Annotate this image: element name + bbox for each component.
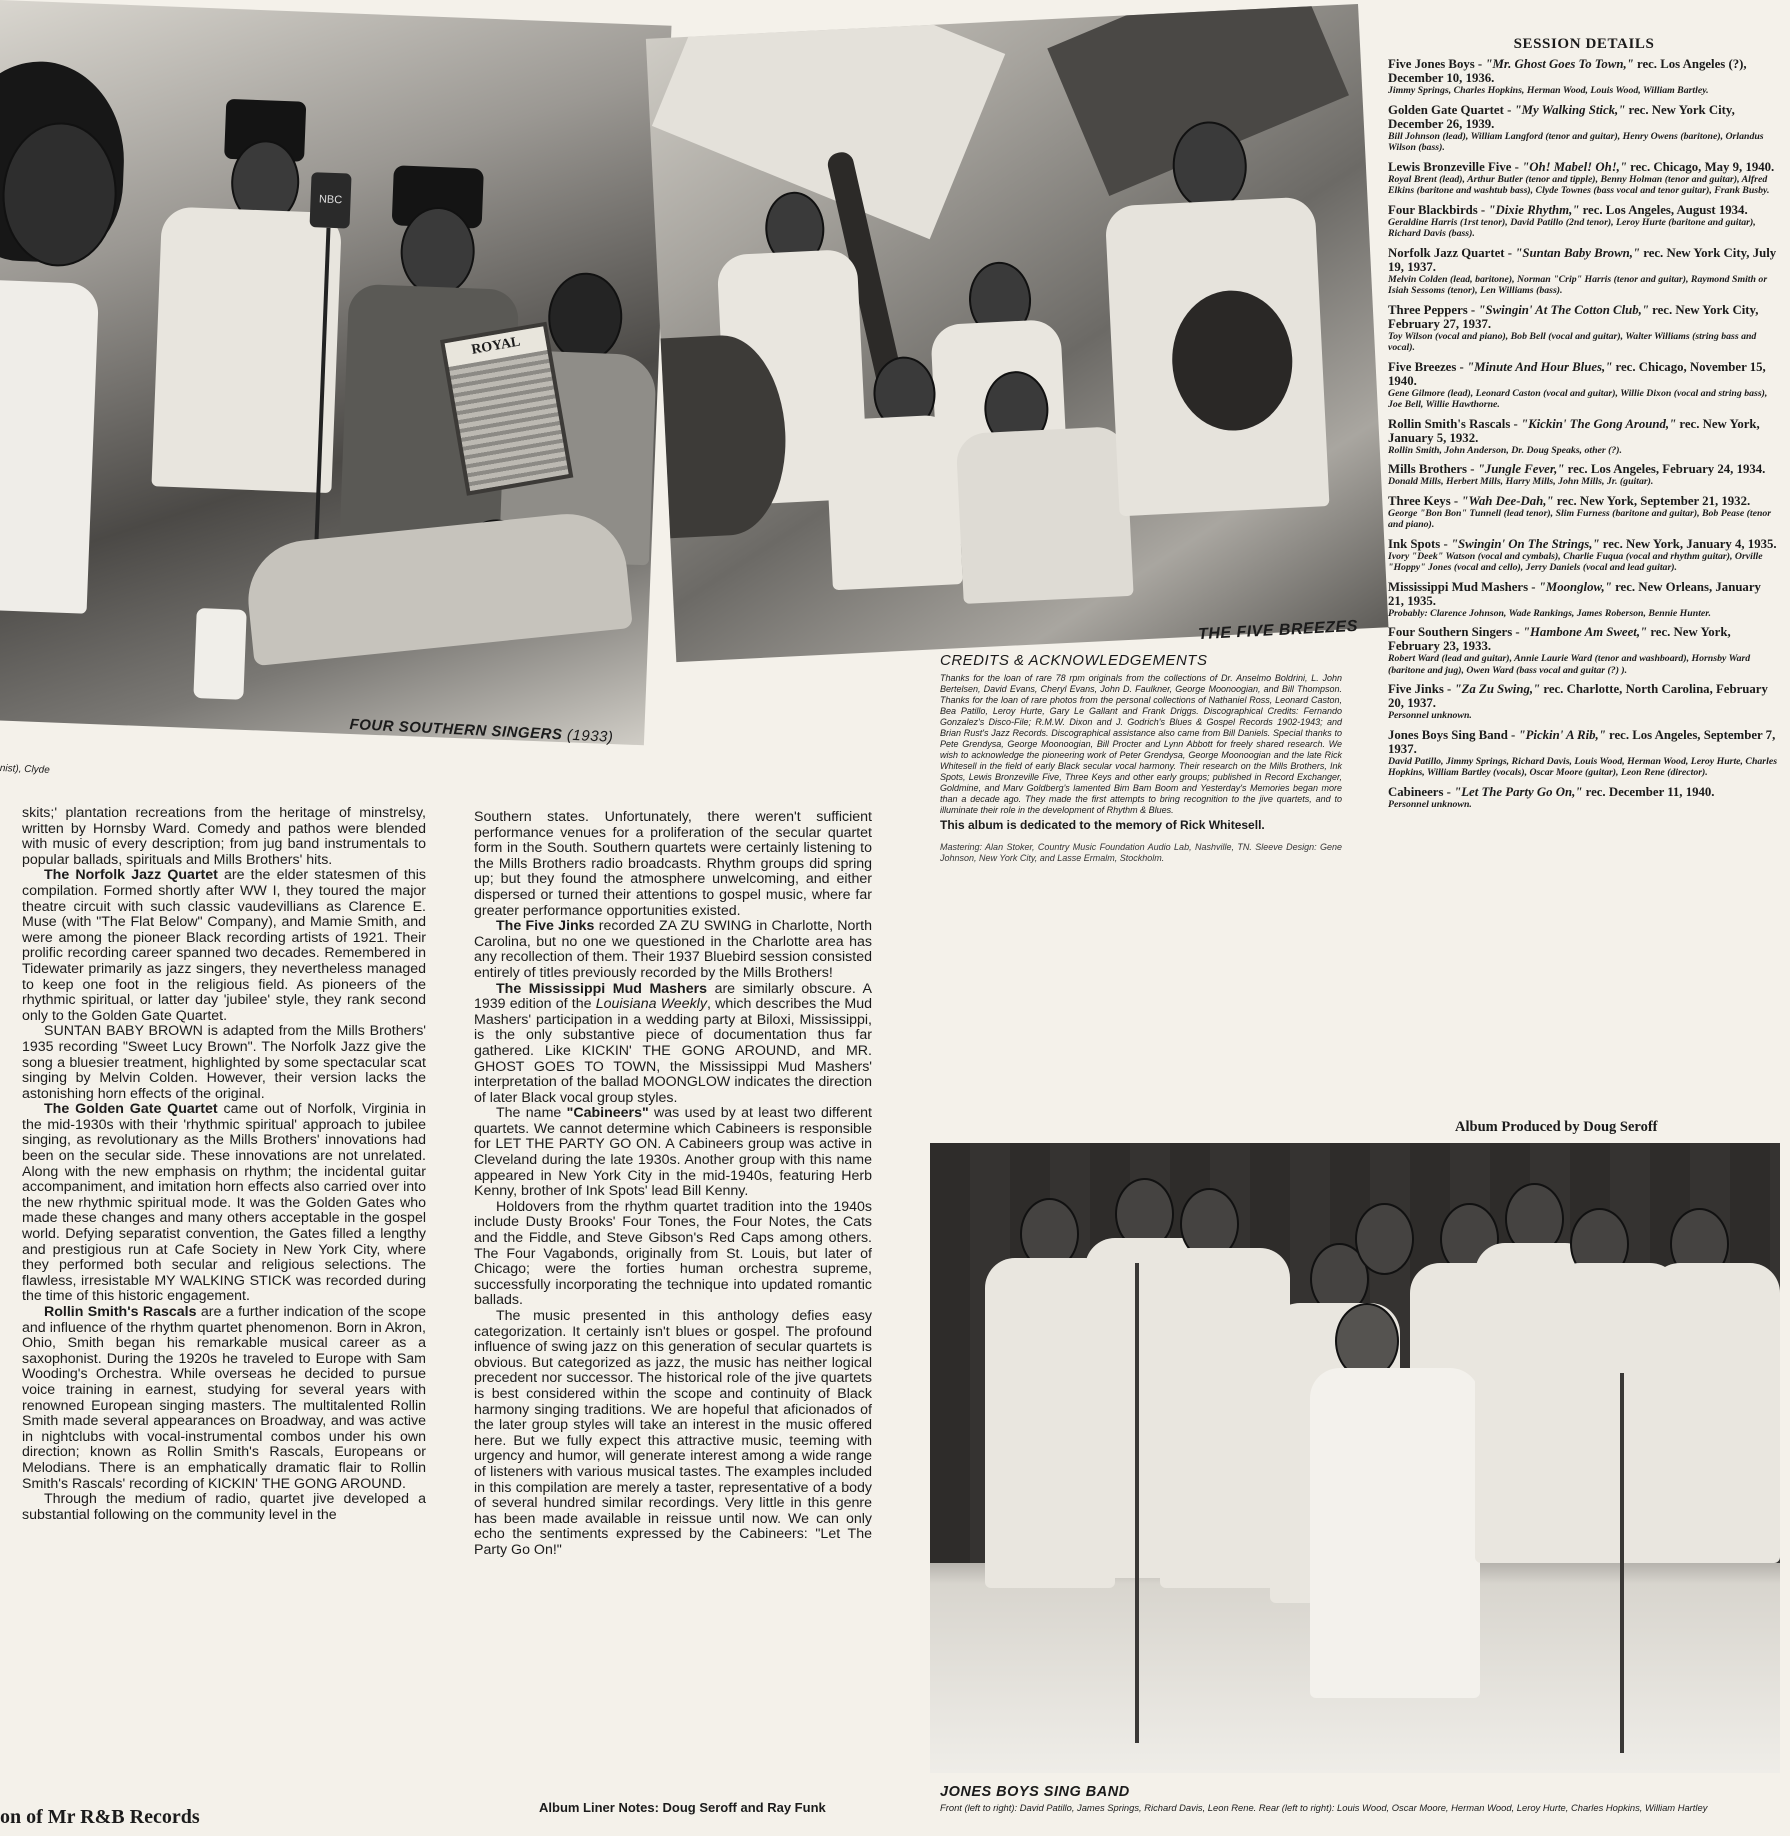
session-entry <box>1388 203 1780 240</box>
caption-five-breezes: THE FIVE BREEZES <box>1197 617 1359 644</box>
session-date: rec. New York, January 4, 1935. <box>1599 536 1777 551</box>
paragraph: The Five Jinks recorded ZA ZU SWING in Charlotte, North Carolina, but no one we questioned in the Charlotte area has any recollection of them. Their 1937 Bluebird session consisted entirely of titles previously recorded by the Mills Brothers! <box>474 918 872 981</box>
session-song: "Moonglow," <box>1538 579 1612 594</box>
session-date: rec. Los Angeles, August 1934. <box>1579 202 1748 217</box>
dedication: This album is dedicated to the memory of Rick Whitesell. <box>940 818 1265 832</box>
session-entry-heading <box>1388 303 1780 331</box>
session-artist: Four Southern Singers - <box>1388 625 1523 639</box>
session-personnel: Donald Mills, Herbert Mills, Harry Mills, John Mills, Jr. (guitar). <box>1388 476 1654 487</box>
session-entry-heading <box>1388 417 1780 445</box>
session-entry <box>1388 360 1780 411</box>
washboard-label: ROYAL <box>445 326 548 367</box>
session-entry <box>1388 682 1780 722</box>
session-personnel: Royal Brent (lead), Arthur Butler (tenor and tipple), Benny Holman (tenor and guitar), Alfred Elkins (baritone and washtub bass), Clyde Townes (bass vocal and tenor guitar), Frank Busby. <box>1388 173 1770 196</box>
session-entry <box>1388 537 1780 574</box>
session-song: "Hambone Am Sweet," <box>1522 625 1648 639</box>
session-date: rec. New York, February 23, 1933. <box>1388 625 1731 653</box>
paragraph: The Mississippi Mud Mashers are similarly obscure. A 1939 edition of the Louisiana Weekly, which describes the Mud Mashers' participation in a wedding party at Biloxi, Mississippi, is the only substantive piece of documentation thus far gathered. Like KICKIN' THE GONG AROUND, and MR. GHOST GOES TO TOWN, the Mississippi Mud Mashers' interpretation of the ballad MOONGLOW indicates the direction of later Black vocal group styles. <box>474 980 872 1106</box>
session-personnel: Toy Wilson (vocal and piano), Bob Bell (vocal and guitar), Walter Williams (string bass and vocal). <box>1388 330 1757 353</box>
caption-jones-boys-personnel: Front (left to right): David Patillo, James Springs, Richard Davis, Leon Rene. Rear (left to right): Louis Wood, Oscar Moore, Herman Wood, Leroy Hurte, Charles Hopkins, William Hartley <box>940 1802 1708 1813</box>
session-artist: Norfolk Jazz Quartet - <box>1388 245 1516 260</box>
session-date: rec. New York City, February 27, 1937. <box>1388 302 1759 331</box>
session-entry-heading <box>1388 728 1780 756</box>
session-date: rec. Los Angeles (?), December 10, 1936. <box>1388 57 1747 85</box>
photo-four-southern-singers <box>0 0 672 745</box>
liner-notes-column-1 <box>22 806 426 1523</box>
paragraph: Holdovers from the rhythm quartet tradition into the 1940s include Dusty Brooks' Four Tones, the Four Notes, the Cats and the Fiddle, and Steve Gibson's Red Caps among others. The Four Vagabonds, originally from St. Louis, but later of Chicago; were the forties human orchestra supreme, successfully incorporating the technique into updated romantic ballads. <box>474 1198 872 1309</box>
session-personnel: Personnel unknown. <box>1388 798 1472 810</box>
session-entry <box>1388 580 1780 620</box>
session-song: "Swingin' On The Strings," <box>1450 536 1600 551</box>
session-date: rec. New Orleans, January 21, 1935. <box>1388 579 1761 608</box>
session-list <box>1388 57 1780 810</box>
session-entry <box>1388 417 1780 457</box>
session-song: "Dixie Rhythm," <box>1488 202 1580 217</box>
session-entry-heading <box>1388 462 1780 476</box>
session-personnel: Robert Ward (lead and guitar), Annie Laurie Ward (tenor and washboard), Hornsby Ward (baritone and jug), Owen Ward (bass vocal and guitar (?) ). <box>1388 653 1751 676</box>
session-artist: Five Jinks - <box>1388 682 1455 696</box>
label-name: on of Mr R&B Records <box>0 1806 200 1828</box>
session-artist: Four Blackbirds - <box>1388 202 1489 217</box>
session-date: rec. Los Angeles, February 24, 1934. <box>1564 462 1766 476</box>
session-date: rec. New York City, December 26, 1939. <box>1388 102 1735 131</box>
credits-section <box>940 652 1342 864</box>
session-entry-heading <box>1388 246 1780 274</box>
session-entry-heading <box>1388 103 1780 131</box>
session-personnel: Gene Gilmore (lead), Leonard Caston (vocal and guitar), Willie Dixon (vocal and string bass), Joe Bell, Willie Hawthorne. <box>1388 387 1768 410</box>
session-entry-heading <box>1388 57 1780 85</box>
session-date: rec. New York, September 21, 1932. <box>1553 493 1751 508</box>
session-artist: Mills Brothers - <box>1388 462 1478 476</box>
session-personnel: Personnel unknown. <box>1388 710 1472 721</box>
session-personnel: Probably: Clarence Johnson, Wade Rankings, James Roberson, Bennie Hunter. <box>1388 607 1711 619</box>
session-entry <box>1388 160 1780 197</box>
session-title: SESSION DETAILS <box>1513 36 1655 52</box>
session-personnel: Melvin Colden (lead, baritone), Norman "Crip" Harris (tenor and guitar), Raymond Smith or Isiah Sessoms (tenor), Len Williams (bass). <box>1388 273 1768 296</box>
session-song: "Pickin' A Rib," <box>1518 727 1606 742</box>
paragraph: SUNTAN BABY BROWN is adapted from the Mills Brothers' 1935 recording "Sweet Lucy Brown". The Norfolk Jazz give the song a bluesier treatment, highlighted by some spectacular scat singing by Melvin Colden. However, their version lacks the astonishing horn effects of the original. <box>22 1023 426 1102</box>
liner-notes-credit: Album Liner Notes: Doug Seroff and Ray Funk <box>539 1800 826 1815</box>
paragraph: The Golden Gate Quartet came out of Norfolk, Virginia in the mid-1930s with their 'rhythmic spiritual' approach to jubilee singing, as revolutionary as the Mills Brothers' innovations had been on the secular side. These innovations are not unrelated. Along with the new emphasis on rhythm; the incidental guitar accompaniment, and imitation horn effects also carried over into the new rhythmic spiritual mode. It was the Golden Gates who made these changes and many others acceptable in the gospel world. Defying separatist convention, the Gates filled a lengthy and prestigious run at Cafe Society in New York City, where they performed both secular and religious selections. The flawless, irresistable MY WALKING STICK was recorded during the time of this historic engagement. <box>22 1101 426 1305</box>
paragraph: The music presented in this anthology defies easy categorization. It certainly isn't blues or gospel. The profound influence of swing jazz on this generation of secular quartets is obvious. But categorized as jazz, the music has neither logical precedent nor successor. The historical role of the jive quartets is best considered within the scope and continuity of Black harmony singing traditions. We are hopeful that aficionados of the later group styles will take an interest in the music offered here. But we fully expect this attractive music, teeming with urgency and humor, will generate interest among a wide range of listeners with various musical tastes. The examples included in this compilation are merely a taster, representative of a body of several hundred similar recordings. Very little in this genre has been made available in reissue until now. We can only echo the sentiments expressed by the Cabineers: "Let The Party Go On!" <box>474 1308 872 1558</box>
paragraph: The Norfolk Jazz Quartet are the elder statesmen of this compilation. Formed shortly after WW I, they toured the major theatre circuit with such classic vaudevillians as Clarence E. Muse (with "The Flat Below" Company), and Mamie Smith, and were among the pioneer Black recording artists of 1921. Their prolific recording career spanned two decades. Remembered in Tidewater primarily as jazz singers, they nevertheless managed to keep one foot in the religious field. As pioneers of the rhythmic spiritual, or latter day 'jubilee' style, they rank second only to the Golden Gate Quartet. <box>22 867 426 1024</box>
photo-jones-boys-sing-band <box>930 1143 1780 1773</box>
session-entry <box>1388 462 1780 488</box>
session-song: "Minute And Hour Blues," <box>1467 359 1613 374</box>
session-personnel: David Patillo, Jimmy Springs, Richard Davis, Louis Wood, Herman Wood, Leroy Hurte, Charles Hopkins, William Bartley (vocals), Oscar Moore (guitar), Leon Rene (director). <box>1388 755 1778 778</box>
session-artist: Ink Spots - <box>1388 536 1451 551</box>
session-artist: Mississippi Mud Mashers - <box>1388 579 1539 594</box>
session-entry <box>1388 728 1780 779</box>
session-song: "Swingin' At The Cotton Club," <box>1478 302 1649 317</box>
credits-title: CREDITS & ACKNOWLEDGEMENTS <box>940 652 1208 669</box>
session-date: rec. Chicago, May 9, 1940. <box>1626 159 1775 174</box>
caption-four-southern-singers: FOUR SOUTHERN SINGERS (1933) <box>349 716 614 746</box>
caption-jones-boys: JONES BOYS SING BAND <box>940 1784 1130 1800</box>
session-personnel: Geraldine Harris (1rst tenor), David Patillo (2nd tenor), Leroy Hurte (baritone and guitar), Richard Davis (bass). <box>1388 216 1756 239</box>
session-song: "Oh! Mabel! Oh!," <box>1522 159 1627 174</box>
liner-notes-column-2 <box>474 810 872 1559</box>
session-song: "Let The Party Go On," <box>1454 784 1583 799</box>
session-date: rec. Los Angeles, September 7, 1937. <box>1388 727 1776 756</box>
session-artist: Jones Boys Sing Band - <box>1388 727 1519 742</box>
session-artist: Five Jones Boys - <box>1388 57 1486 71</box>
session-date: rec. Chicago, November 15, 1940. <box>1388 359 1766 388</box>
session-song: "Mr. Ghost Goes To Town," <box>1485 57 1634 71</box>
session-song: "Suntan Baby Brown," <box>1515 245 1641 260</box>
photo-five-breezes <box>646 4 1389 662</box>
session-entry-heading <box>1388 203 1780 217</box>
session-song: "Wah Dee-Dah," <box>1461 493 1554 508</box>
clipped-caption: nist), Clyde <box>0 763 50 776</box>
session-personnel: Jimmy Springs, Charles Hopkins, Herman Wood, Louis Wood, William Bartley. <box>1388 85 1709 96</box>
session-artist: Five Breezes - <box>1388 359 1467 374</box>
session-entry <box>1388 103 1780 154</box>
session-personnel: George "Bon Bon" Tunnell (lead tenor), Slim Furness (baritone and guitar), Bob Pease (tenor and piano). <box>1388 507 1772 530</box>
session-song: "Za Zu Swing," <box>1454 682 1541 696</box>
mastering-credits: Mastering: Alan Stoker, Country Music Foundation Audio Lab, Nashville, TN. Sleeve Design: Gene Johnson, New York City, and Lasse Ermalm, Stockholm. <box>940 842 1342 863</box>
session-entry <box>1388 303 1780 354</box>
session-date: rec. December 11, 1940. <box>1582 784 1715 799</box>
session-artist: Cabineers - <box>1388 784 1455 799</box>
session-date: rec. New York City, July 19, 1937. <box>1388 245 1777 274</box>
paragraph: Southern states. Unfortunately, there weren't sufficient performance venues for a proliferation of the secular quartet form in the South. Southern quartets were certainly listening to the Mills Brothers radio broadcasts. Rhythm groups did spring up; but they found the atmosphere unwelcoming, and either dispersed or turned their attentions to gospel music, where far greater performance opportunities existed. <box>474 809 872 919</box>
session-entry-heading <box>1388 682 1780 710</box>
session-entry-heading <box>1388 580 1780 608</box>
session-date: rec. Charlotte, North Carolina, February 20, 1937. <box>1388 682 1768 710</box>
session-entry <box>1388 57 1780 97</box>
session-details <box>1388 36 1780 816</box>
session-artist: Three Peppers - <box>1388 302 1479 317</box>
session-entry-heading <box>1388 494 1780 508</box>
mic-label: NBC <box>318 193 343 207</box>
session-artist: Golden Gate Quartet - <box>1388 102 1515 117</box>
session-entry-heading <box>1388 785 1780 799</box>
producer-credit: Album Produced by Doug Seroff <box>1455 1119 1658 1135</box>
session-song: "Jungle Fever," <box>1477 462 1565 476</box>
microphone-stand <box>1620 1373 1624 1753</box>
session-song: "Kickin' The Gong Around," <box>1520 416 1677 431</box>
paragraph: skits;' plantation recreations from the heritage of minstrelsy, written by Hornsby Ward. Comedy and pathos were blended with music of every description; from jug band instrumentals to popular ballads, spirituals and Mills Brothers' hits. <box>22 805 426 868</box>
session-artist: Rollin Smith's Rascals - <box>1388 416 1521 431</box>
session-personnel: Rollin Smith, John Anderson, Dr. Doug Speaks, other (?). <box>1388 444 1623 456</box>
session-song: "My Walking Stick," <box>1514 102 1626 117</box>
microphone <box>310 172 352 228</box>
credits-text: Thanks for the loan of rare 78 rpm originals from the collections of Dr. Anselmo Boldrini, L. John Bertelsen, David Evans, Cheryl Evans, John D. Faulkner, George Moonoogian, and Bill Thompson. Thanks for the loan of rare photos from the personal collections of Nathaniel Ross, Leonard Caston, Bea Patillo, Leroy Hurte, Gary Le Gallant and Frank Driggs. Discographical Credits: Fernando Gonzalez's Disco-File; R.M.W. Dixon and J. Godrich's Blues & Gospel Records 1902-1943; and Brian Rust's Jazz Records. Discographical assistance also came from Bill Daniels. Special thanks to Pete Grendysa, George Moonoogian, Bill Procter and Lynn Abbott for freely shared research. We wish to acknowledge the pioneering work of Peter Grendysa, George Moonoogian and the late Rick Whitesell in the field of early Black secular vocal harmony. Their research on the Mills Brothers, Ink Spots, Lewis Bronzeville Five, Three Keys and other early groups; published in Record Exchanger, Goldmine, and Marv Goldberg's lamented Bim Bam Boom and Yesterday's Memories began more than a decade ago. They made the first attempts to bring recognition to the jive quartets, and to illuminate their role in the development of Rhythm & Blues. <box>940 673 1342 815</box>
microphone-stand <box>1135 1263 1139 1743</box>
session-entry-heading <box>1388 537 1780 551</box>
session-entry <box>1388 246 1780 297</box>
session-personnel: Ivory "Deek" Watson (vocal and cymbals), Charlie Fuqua (vocal and rhythm guitar), Orville "Hoppy" Jones (vocal and cello), Jerry Daniels (vocal and lead guitar). <box>1388 550 1763 573</box>
session-artist: Lewis Bronzeville Five - <box>1388 159 1523 174</box>
session-personnel: Bill Johnson (lead), William Langford (tenor and guitar), Henry Owens (baritone), Orlandus Wilson (bass). <box>1388 130 1764 153</box>
session-entry <box>1388 494 1780 531</box>
session-date: rec. New York, January 5, 1932. <box>1388 416 1760 445</box>
session-entry <box>1388 785 1780 811</box>
session-artist: Three Keys - <box>1388 493 1462 508</box>
paragraph: Through the medium of radio, quartet jive developed a substantial following on the community level in the <box>22 1491 426 1523</box>
session-entry-heading <box>1388 160 1780 174</box>
paragraph: Rollin Smith's Rascals are a further indication of the scope and influence of the rhythm quartet phenomenon. Born in Akron, Ohio, Smith began his remarkable musical career as a saxophonist. During the 1920s he traveled to Europe with Sam Wooding's Orchestra. While overseas he decided to pursue voice training in earnest, studying for several years with renowned European singing masters. The multitalented Rollin Smith made several appearances on Broadway, and was active in nightclubs with vocal-instrumental combos under his own direction; known as Rollin Smith's Rascals, Europeans or Melodians. There is an emphatically dramatic flair to Rollin Smith's Rascals' recording of KICKIN' THE GONG AROUND. <box>22 1304 426 1492</box>
session-entry-heading <box>1388 625 1780 653</box>
session-entry <box>1388 625 1780 676</box>
paragraph: The name "Cabineers" was used by at least two different quartets. We cannot determine which Cabineers is responsible for LET THE PARTY GO ON. A Cabineers group was active in Cleveland during the late 1930s. Another group with this name appeared in New York City in the mid-1940s, featuring Herb Kenny, brother of Ink Spots' lead Bill Kenny. <box>474 1105 872 1200</box>
session-entry-heading <box>1388 360 1780 388</box>
